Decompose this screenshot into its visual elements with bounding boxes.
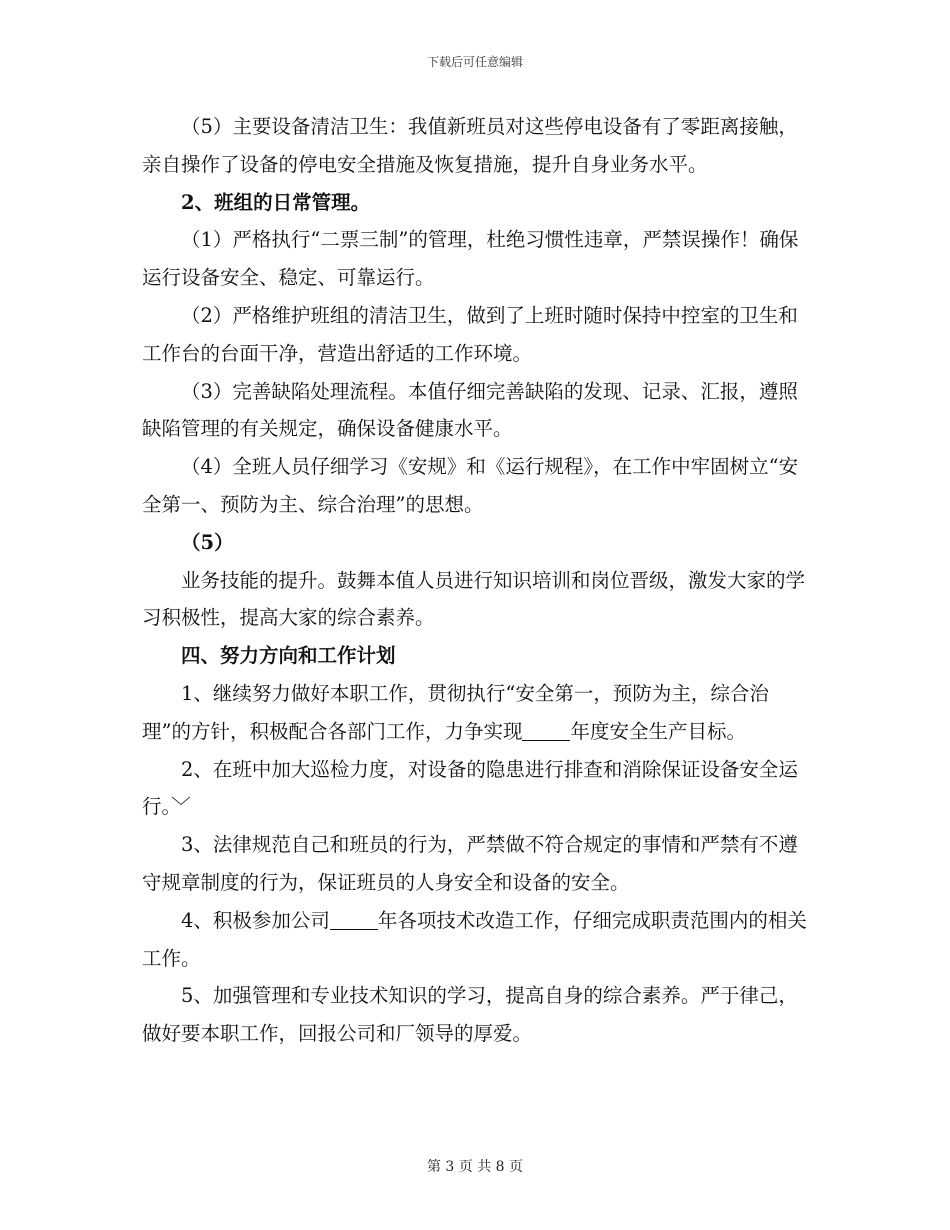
paragraph: 5、加强管理和专业技术知识的学习，提高自身的综合素养。严于律己，做好要本职工作，回报公司和厂领导的厚爱。 <box>142 984 798 1046</box>
paragraph-text: 年度安全生产目标。 <box>570 719 746 743</box>
blank-underline <box>522 722 570 741</box>
paragraph: （4）全班人员仔细学习《安规》和《运行规程》，在工作中牢固树立“安全第一、预防为主、综合治理”的思想。 <box>142 455 799 516</box>
blank-underline <box>330 911 378 930</box>
section-heading: 四、努力方向和工作计划 <box>181 644 396 668</box>
paragraph: 3、法律规范自己和班员的行为，严禁做不符合规定的事情和严禁有不遵守规章制度的行为，保证班员的人身安全和设备的安全。 <box>142 833 798 894</box>
paragraph <box>142 902 812 978</box>
page-header: 下载后可任意编辑 <box>426 55 523 69</box>
paragraph: （3）完善缺陷处理流程。本值仔细完善缺陷的发现、记录、汇报，遵照缺陷管理的有关规定，确保设备健康水平。 <box>142 379 798 441</box>
paragraph <box>142 675 812 751</box>
paragraph: （2）严格维护班组的清洁卫生，做到了上班时随时保持中控室的卫生和工作台的台面干净，营造出舒适的工作环境。 <box>142 303 798 365</box>
paragraph: （5）主要设备清洁卫生：我值新班员对这些停电设备有了零距离接触，亲自操作了设备的停电安全措施及恢复措施，提升自身业务水平。 <box>142 115 798 176</box>
paragraph-text: 年各项技术改造工作，仔细完成职责范围内的相关工作。 <box>142 908 807 970</box>
paragraph-text: 4、积极参加公司 <box>181 908 330 932</box>
item-number: （5） <box>181 530 234 554</box>
paragraph: 2、在班中加大巡检力度，对设备的隐患进行排查和消除保证设备安全运行。﹀ <box>142 757 798 819</box>
document-body <box>142 108 812 1053</box>
page-footer: 第 3 页 共 8 页 <box>426 1159 524 1175</box>
paragraph: （1）严格执行“二票三制”的管理，杜绝习惯性违章，严禁误操作！确保运行设备安全、稳定、可靠运行。 <box>142 228 799 290</box>
paragraph: 业务技能的提升。鼓舞本值人员进行知识培训和岗位晋级，激发大家的学习积极性，提高大家的综合素养。 <box>142 568 806 630</box>
paragraph-text: 1、继续努力做好本职工作，贯彻执行“安全第一，预防为主，综合治理”的方针，积极配合各部门工作，力争实现 <box>142 681 769 743</box>
section-heading: 2、班组的日常管理。 <box>181 190 371 214</box>
